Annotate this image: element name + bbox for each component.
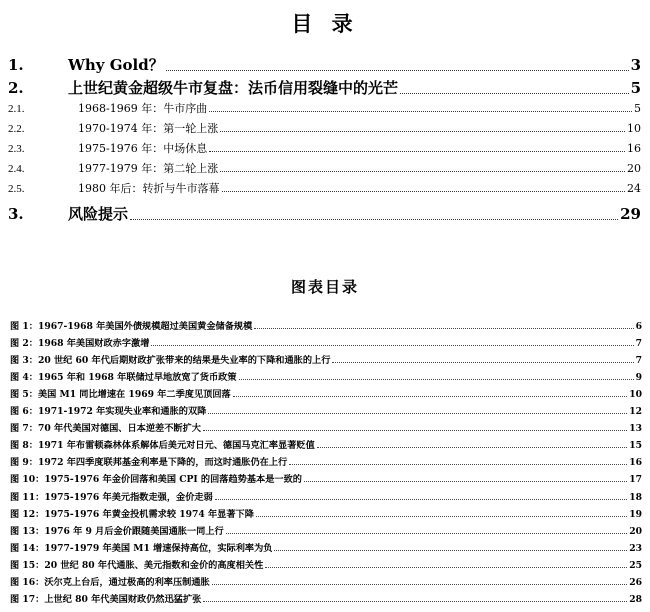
figure-leader-dots	[317, 447, 627, 448]
figure-entry-page: 12	[629, 406, 642, 418]
figure-entry-title: 图 16：沃尔克上台后，通过极高的利率压制通胀	[10, 576, 210, 588]
figure-entry-page: 6	[635, 321, 642, 332]
toc-entry-title: Why Gold？	[68, 56, 164, 74]
figure-leader-dots	[215, 499, 627, 500]
toc-entry-number: 1.	[8, 56, 24, 74]
figure-leader-dots	[203, 430, 627, 431]
toc-entry[interactable]	[8, 140, 641, 156]
figure-entry-title: 图 9：1972 年四季度联邦基金利率是下降的，而这时通胀仍在上行	[10, 457, 288, 469]
figure-entry-title: 图 2：1968 年美国财政赤字激增	[10, 338, 150, 350]
figure-leader-dots	[265, 567, 627, 568]
figure-entry-page: 15	[629, 440, 642, 452]
figure-entry-page: 13	[629, 423, 642, 435]
figure-leader-dots	[212, 584, 627, 585]
figure-entry-page: 7	[635, 355, 642, 367]
toc-entry-number: 2.2.	[8, 123, 25, 135]
figure-entry[interactable]	[10, 591, 642, 605]
toc-entry-page: 5	[630, 79, 641, 97]
toc-entry[interactable]	[8, 54, 641, 75]
figure-leader-dots	[254, 328, 633, 329]
figure-entry-page: 9	[635, 372, 642, 384]
figure-entry[interactable]	[10, 318, 642, 332]
toc-entry-title: 上世纪黄金超级牛市复盘：法币信用裂缝中的光芒	[68, 79, 399, 97]
figure-leader-dots	[226, 533, 627, 534]
figure-leader-dots	[151, 345, 633, 346]
figure-entry-page: 17	[629, 474, 642, 486]
figure-entry[interactable]	[10, 557, 642, 571]
toc-entry-page: 10	[627, 122, 641, 135]
toc-leader-dots	[400, 93, 629, 94]
figure-entry-page: 26	[629, 576, 642, 588]
toc-leader-dots	[222, 191, 626, 192]
toc-entry[interactable]	[8, 100, 641, 116]
figure-entry[interactable]	[10, 386, 642, 400]
figure-entry-title: 图 5：美国 M1 同比增速在 1969 年二季度见顶回落	[10, 389, 231, 401]
figure-entry-title: 图 1：1967-1968 年美国外债规模超过美国黄金储备规模	[10, 321, 253, 332]
figure-entry[interactable]	[10, 352, 642, 366]
toc-entry-number: 2.5.	[8, 183, 25, 195]
toc-leader-dots	[166, 70, 629, 71]
toc-entry-title: 1975-1976 年：中场休息	[78, 142, 208, 155]
figure-entry[interactable]	[10, 471, 642, 485]
toc-entry[interactable]	[8, 77, 641, 98]
toc-leader-dots	[209, 151, 625, 152]
toc-entry-page: 3	[630, 56, 641, 74]
figure-entry[interactable]	[10, 506, 642, 520]
figure-entry-title: 图 11：1975-1976 年美元指数走强，金价走弱	[10, 491, 213, 503]
figure-entry[interactable]	[10, 454, 642, 468]
figure-entry[interactable]	[10, 369, 642, 383]
figure-entry[interactable]	[10, 523, 642, 537]
figure-entry-page: 25	[629, 559, 642, 571]
figure-entry-title: 图 6：1971-1972 年实现失业率和通胀的双降	[10, 406, 207, 418]
toc-title: 目 录	[291, 11, 359, 36]
toc-entry-number: 2.1.	[8, 103, 25, 115]
toc-entry-number: 2.	[8, 79, 24, 97]
toc-entry-title: 1970-1974 年：第一轮上涨	[78, 122, 219, 135]
figure-entry[interactable]	[10, 420, 642, 434]
figure-entry-title: 图 12：1975-1976 年黄金投机需求较 1974 年显著下降	[10, 508, 254, 520]
toc-entry-page: 20	[627, 162, 641, 175]
figure-entry[interactable]	[10, 335, 642, 349]
figure-entry[interactable]	[10, 437, 642, 451]
toc-leader-dots	[130, 219, 618, 220]
figure-entry-title: 图 7：70 年代美国对德国、日本逆差不断扩大	[10, 423, 201, 435]
toc-entry-title: 1968-1969 年：牛市序曲	[78, 102, 208, 115]
toc-leader-dots	[220, 171, 625, 172]
figure-leader-dots	[203, 601, 627, 602]
toc-entry[interactable]	[8, 120, 641, 136]
figure-entry[interactable]	[10, 540, 642, 554]
toc-entry-title: 1980 年后：转折与牛市落幕	[78, 182, 220, 195]
figure-entry-page: 19	[629, 508, 642, 520]
figure-entry-title: 图 4：1965 年和 1968 年联储过早地放宽了货币政策	[10, 372, 237, 384]
toc-entry-title: 1977-1979 年：第二轮上涨	[78, 162, 219, 175]
toc-entry-title: 风险提示	[68, 205, 129, 223]
figure-entry-title: 图 15：20 世纪 80 年代通胀、美元指数和金价的高度相关性	[10, 559, 264, 571]
figure-leader-dots	[332, 362, 633, 363]
toc-entry[interactable]	[8, 180, 641, 196]
figure-leader-dots	[274, 550, 627, 551]
toc-leader-dots	[220, 131, 625, 132]
figures-title: 图表目录	[290, 278, 359, 296]
figure-leader-dots	[304, 481, 627, 482]
figure-entry-page: 28	[629, 593, 642, 605]
toc-entry-number: 2.4.	[8, 163, 25, 175]
figure-entry-title: 图 17：上世纪 80 年代美国财政仍然迅猛扩张	[10, 593, 202, 605]
figure-entry-page: 20	[629, 525, 642, 537]
figure-entry-page: 23	[629, 542, 642, 554]
figure-leader-dots	[233, 396, 627, 397]
toc-entry-page: 16	[627, 142, 641, 155]
toc-entry-page: 24	[627, 182, 641, 195]
figure-entry-page: 10	[629, 389, 642, 401]
figure-entry-title: 图 14：1977-1979 年美国 M1 增速保持高位，实际利率为负	[10, 542, 273, 554]
toc-leader-dots	[209, 111, 632, 112]
figure-entry-page: 16	[629, 457, 642, 469]
figure-entry-page: 7	[635, 338, 642, 350]
figure-entry[interactable]	[10, 489, 642, 503]
toc-entry-page: 29	[620, 205, 641, 223]
toc-entry-number: 3.	[8, 205, 24, 223]
toc-entry[interactable]	[8, 203, 641, 224]
figure-entry-page: 18	[629, 491, 642, 503]
figure-leader-dots	[239, 379, 634, 380]
figure-leader-dots	[289, 464, 627, 465]
figure-entry-title: 图 13：1976 年 9 月后金价跟随美国通胀一同上行	[10, 525, 224, 537]
toc-entry[interactable]	[8, 160, 641, 176]
figure-entry[interactable]	[10, 403, 642, 417]
figure-entry-title: 图 8：1971 年布雷顿森林体系解体后美元对日元、德国马克汇率显著贬值	[10, 440, 315, 452]
figure-leader-dots	[208, 413, 627, 414]
figure-entry-title: 图 10：1975-1976 年金价回落和美国 CPI 的回落趋势基本是一致的	[10, 474, 302, 486]
figure-entry-title: 图 3：20 世纪 60 年代后期财政扩张带来的结果是失业率的下降和通胀的上行	[10, 355, 331, 367]
figure-leader-dots	[256, 516, 627, 517]
figure-entry[interactable]	[10, 574, 642, 588]
toc-entry-page: 5	[634, 102, 641, 115]
toc-entry-number: 2.3.	[8, 143, 25, 155]
